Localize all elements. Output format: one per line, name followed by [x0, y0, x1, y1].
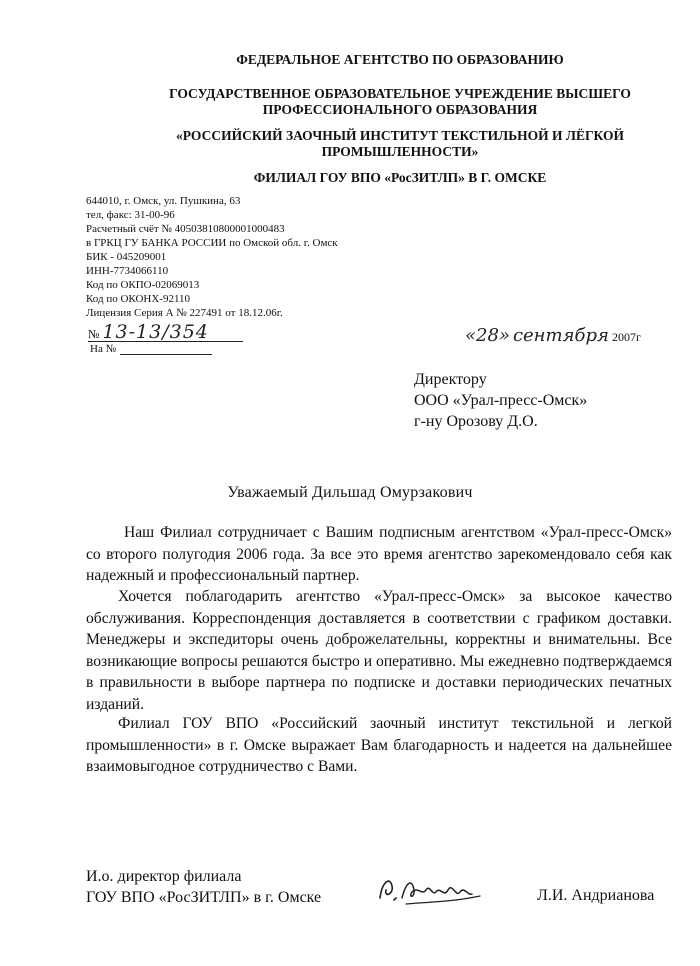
outgoing-number-label: № [88, 327, 100, 341]
body-paragraph: Филиал ГОУ ВПО «Российский заочный институт текстильной и легкой промышленности» в г. Омске выражает Вам благодарность и надеется на дальнейшее взаимовыгодное сотрудничество с Вами. [86, 715, 672, 775]
requisite-line: БИК - 045209001 [86, 251, 167, 263]
outgoing-number-value: 13-13/354 [102, 321, 209, 343]
requisites-block [86, 194, 338, 320]
requisite-line: Код по ОКПО-02069013 [86, 279, 200, 291]
incoming-reference-label: На № [90, 343, 117, 355]
header-branch: ФИЛИАЛ ГОУ ВПО «РосЗИТЛП» В Г. ОМСКЕ [253, 170, 547, 185]
handwritten-signature [372, 868, 492, 912]
body-paragraph: Наш Филиал сотрудничает с Вашим подписным агентством «Урал-пресс-Омск» со второго полугодия 2006 года. За все это время агентство зарекомендовало себя как надежный и профессиональный партнер. [86, 524, 672, 584]
signatory-title: И.о. директор филиала ГОУ ВПО «РосЗИТЛП» в г. Омске [86, 868, 322, 906]
date-month: сентября [512, 325, 609, 346]
requisite-line: тел, факс: 31-00-96 [86, 209, 175, 221]
requisite-line: Расчетный счёт № 40503810800001000483 [86, 223, 285, 235]
body-paragraph: Хочется поблагодарить агентство «Урал-пресс-Омск» за высокое качество обслуживания. Корреспонденция доставляется в соответствии с графиком доставки. Менеджеры и экспедиторы очень доброжелательны, корректны и внимательны. Все возникающие вопросы решаются быстро и оперативно. Мы ежедневно подтверждаемся в правильности в выборе партнера по подписке и доставки периодических печатных изданий. [86, 588, 672, 713]
header-agency: ФЕДЕРАЛЬНОЕ АГЕНТСТВО ПО ОБРАЗОВАНИЮ [236, 52, 564, 67]
requisite-line: Лицензия Серия А № 227491 от 18.12.06г. [86, 307, 283, 319]
salutation: Уважаемый Дильшад Омурзакович [227, 484, 473, 501]
date-year: 2007г [611, 330, 641, 344]
header-institute-name: «РОССИЙСКИЙ ЗАОЧНЫЙ ИНСТИТУТ ТЕКСТИЛЬНОЙ И ЛЁГКОЙ ПРОМЫШЛЕННОСТИ» [175, 128, 624, 159]
letter-date [465, 325, 641, 346]
header-institution-type: ГОСУДАРСТВЕННОЕ ОБРАЗОВАТЕЛЬНОЕ УЧРЕЖДЕНИЕ ВЫСШЕГО ПРОФЕССИОНАЛЬНОГО ОБРАЗОВАНИЯ [169, 86, 631, 117]
incoming-reference [90, 343, 212, 355]
outgoing-number [88, 321, 243, 343]
requisite-line: ИНН-7734066110 [86, 265, 169, 277]
requisite-line: 644010, г. Омск, ул. Пушкина, 63 [86, 195, 241, 207]
requisite-line: в ГРКЦ ГУ БАНКА РОССИИ по Омской обл. г. Омск [86, 237, 338, 249]
addressee-block [414, 369, 587, 432]
date-day: «28» [465, 325, 510, 346]
addressee-line: г-ну Орозову Д.О. [414, 413, 538, 430]
signatory-name: Л.И. Андрианова [537, 887, 655, 904]
addressee-line: ООО «Урал-пресс-Омск» [414, 392, 588, 409]
requisite-line: Код по ОКОНХ-92110 [86, 293, 191, 305]
addressee-line: Директору [414, 371, 487, 388]
